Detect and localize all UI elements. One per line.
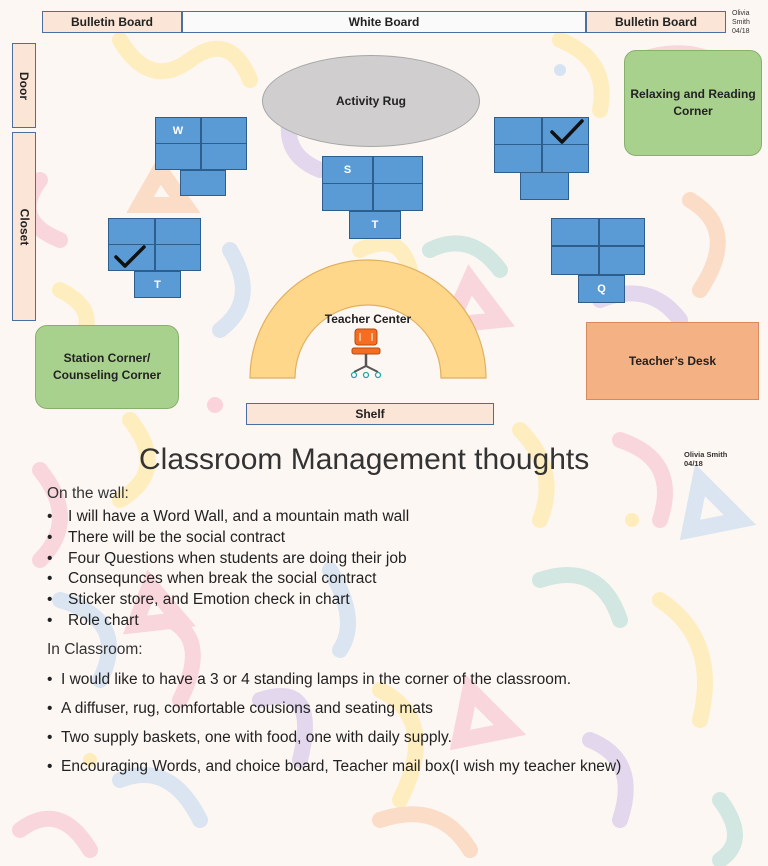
list-item: • I would like to have a 3 or 4 standing lamps in the corner of the classroom.: [47, 670, 621, 699]
desk: Q: [578, 275, 625, 303]
desk: [180, 170, 226, 196]
door-label: Door: [17, 71, 31, 100]
desk: [155, 143, 201, 170]
classroom-heading: In Classroom:: [47, 641, 143, 658]
list-item: • A diffuser, rug, comfortable cousions and seating mats: [47, 699, 621, 728]
top-author: Olivia Smith: [732, 10, 750, 26]
desk: [373, 183, 423, 211]
door: [12, 43, 36, 128]
teacher-desk: Teacher’s Desk: [586, 322, 759, 400]
notes-date: 04/18: [684, 459, 703, 469]
checkmark-icon: [114, 244, 146, 270]
desk: T: [349, 211, 401, 239]
desk: W: [155, 117, 201, 144]
checkmark-icon: [550, 118, 584, 146]
notes-title: Classroom Management thoughts: [139, 443, 590, 476]
top-initials: [732, 10, 766, 36]
desk: [322, 183, 373, 211]
desk: [155, 244, 201, 271]
notes-author: Olivia Smith: [684, 450, 728, 459]
desk: [201, 117, 247, 144]
activity-rug: Activity Rug: [262, 55, 480, 147]
list-item: • Four Questions when students are doing their job: [47, 549, 409, 570]
classroom-list: [47, 670, 621, 786]
desk: [551, 246, 599, 275]
list-item: • There will be the social contract: [47, 528, 409, 549]
shelf: Shelf: [246, 403, 494, 425]
list-item: • Two supply baskets, one with food, one with daily supply.: [47, 728, 621, 757]
wall-heading: On the wall:: [47, 485, 129, 502]
bulletin-board-right: Bulletin Board: [586, 11, 726, 33]
closet: [12, 132, 36, 321]
desk: T: [134, 271, 181, 298]
desk: [201, 143, 247, 170]
desk: [494, 144, 542, 173]
list-item: • Role chart: [47, 611, 409, 632]
desk: [373, 156, 423, 184]
list-item: • I will have a Word Wall, and a mountain math wall: [47, 507, 409, 528]
reading-corner: Relaxing and Reading Corner: [624, 50, 762, 156]
teacher-center-label: Teacher Center: [324, 312, 412, 326]
closet-label: Closet: [17, 208, 31, 245]
list-item: • Encouraging Words, and choice board, Teacher mail box(I wish my teacher knew): [47, 757, 621, 786]
desk: [599, 246, 645, 275]
top-date: 04/18: [732, 27, 750, 35]
desk: [494, 117, 542, 145]
list-item: • Consequnces when break the social contract: [47, 569, 409, 590]
wall-list: [47, 507, 409, 632]
desk: [542, 144, 589, 173]
desk: S: [322, 156, 373, 184]
office-chair-icon: [349, 328, 383, 380]
bulletin-board-left: Bulletin Board: [42, 11, 182, 33]
station-corner: Station Corner/ Counseling Corner: [35, 325, 179, 409]
list-item: • Sticker store, and Emotion check in chart: [47, 590, 409, 611]
notes-initials: [684, 450, 727, 469]
white-board: White Board: [182, 11, 586, 33]
desk: [108, 218, 155, 245]
desk: [520, 172, 569, 200]
desk: [551, 218, 599, 246]
desk: [599, 218, 645, 246]
desk: [155, 218, 201, 245]
